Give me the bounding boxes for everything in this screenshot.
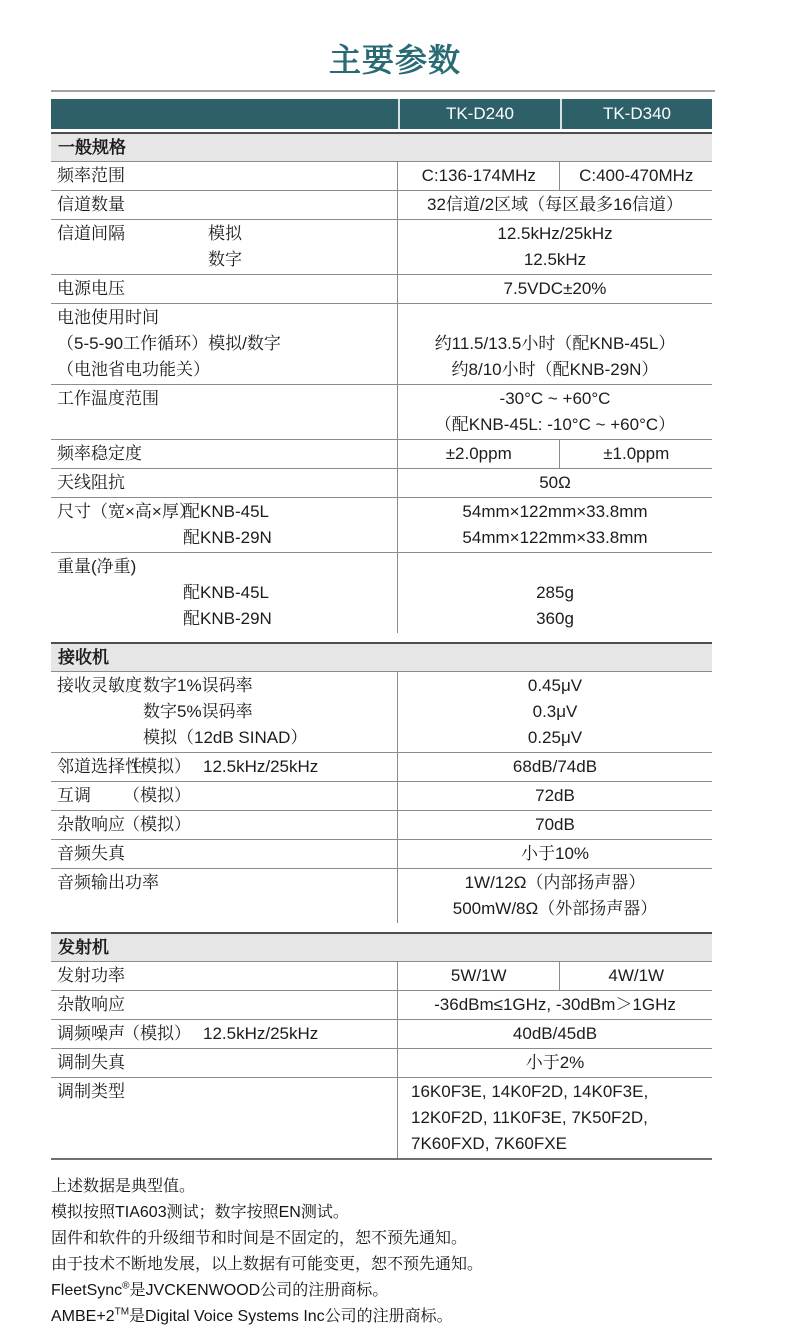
label-segment: 12.5kHz/25kHz — [203, 757, 319, 776]
value-line: 约8/10小时（配KNB-29N） — [451, 360, 659, 379]
label-line — [51, 331, 397, 357]
footnote-text: 模拟按照TIA603测试；数字按照EN测试。 — [51, 1204, 349, 1221]
row-value-cell — [398, 1078, 712, 1158]
label-line — [51, 963, 397, 989]
section-header: 发射机 — [51, 932, 712, 962]
value-line — [398, 305, 712, 331]
spec-row — [51, 811, 712, 840]
row-value-cell — [398, 672, 712, 752]
footnote-text: 是JVCKENWOOD公司的注册商标。 — [129, 1282, 389, 1299]
value-line: -30°C ~ +60°C — [499, 389, 611, 408]
table-header-spacer — [51, 99, 398, 129]
label-segment: 模拟 — [208, 224, 242, 243]
label-segment: 电源电压 — [57, 279, 125, 298]
value-line: 小于2% — [525, 1053, 585, 1072]
footnote-text: 由于技术不断地发展，以上数据有可能变更，恕不预先通知。 — [51, 1256, 484, 1273]
section-block — [51, 932, 712, 1160]
value-line: 0.3μV — [532, 702, 578, 721]
footnote-line — [51, 1200, 790, 1226]
label-segment: （模拟） — [123, 786, 191, 805]
label-segment: 配KNB-29N — [183, 528, 272, 547]
label-segment: （模拟） — [123, 757, 191, 776]
value-line: 54mm×122mm×33.8mm — [462, 502, 648, 521]
label-line — [51, 499, 397, 525]
label-segment: 重量(净重) — [57, 557, 137, 576]
spec-row — [51, 220, 712, 275]
row-value-cell — [398, 220, 712, 274]
label-line — [51, 554, 397, 580]
label-line — [51, 276, 397, 302]
section-block — [51, 132, 712, 633]
label-line — [51, 841, 397, 867]
value-line: 约11.5/13.5小时（配KNB-45L） — [434, 334, 676, 353]
trademark-superscript: TM — [114, 1306, 130, 1318]
footnotes — [51, 1174, 790, 1330]
label-line — [51, 870, 397, 896]
spec-row — [51, 782, 712, 811]
value-line: 7K60FXD, 7K60FXE — [411, 1134, 567, 1153]
value-cell-tk-d340: 4W/1W — [608, 966, 665, 985]
footnote-text: FleetSync — [51, 1282, 123, 1299]
value-line: 54mm×122mm×33.8mm — [462, 528, 648, 547]
row-label-cell — [51, 962, 398, 990]
value-line: 12.5kHz — [523, 250, 587, 269]
label-segment: 模拟（12dB SINAD） — [143, 728, 308, 747]
label-segment: 接收灵敏度 — [57, 676, 142, 695]
label-segment: 工作温度范围 — [57, 389, 159, 408]
title-divider — [51, 90, 715, 92]
table-header — [51, 99, 712, 129]
value-line: 0.45μV — [527, 676, 583, 695]
footnote-text: 固件和软件的升级细节和时间是不固定的，恕不预先通知。 — [51, 1230, 468, 1247]
label-segment: 信道数量 — [57, 195, 125, 214]
spec-row — [51, 753, 712, 782]
row-label-cell — [51, 553, 398, 633]
label-segment: 频率范围 — [57, 166, 125, 185]
label-line — [51, 525, 397, 551]
row-value-cell — [398, 962, 712, 990]
value-line: 40dB/45dB — [512, 1024, 598, 1043]
label-line — [51, 812, 397, 838]
label-segment: 发射功率 — [57, 966, 125, 985]
row-value-cell — [398, 811, 712, 839]
row-value-cell — [398, 840, 712, 868]
spec-row — [51, 385, 712, 440]
value-line: 360g — [536, 609, 574, 628]
value-line: 32信道/2区域（每区最多16信道） — [427, 195, 683, 214]
label-line — [51, 1050, 397, 1076]
column-header-tk-d240: TK-D240 — [398, 99, 560, 129]
label-segment: 电池使用时间 — [57, 308, 159, 327]
value-line: 16K0F3E, 14K0F2D, 14K0F3E, — [411, 1082, 649, 1101]
label-segment: 数字1%误码率 — [143, 676, 253, 695]
row-value-cell — [398, 385, 712, 439]
label-line — [51, 1021, 397, 1047]
label-segment: 配KNB-29N — [183, 609, 272, 628]
label-line — [51, 221, 397, 247]
spec-row — [51, 962, 712, 991]
footnote-line — [51, 1226, 790, 1252]
label-segment: （模拟） — [123, 815, 191, 834]
value-line: 500mW/8Ω（外部扬声器） — [452, 899, 658, 918]
row-label-cell — [51, 469, 398, 497]
label-segment: 数字 — [208, 250, 242, 269]
value-line: 70dB — [535, 815, 575, 834]
spec-row — [51, 1078, 712, 1160]
label-segment: 杂散响应 — [57, 995, 125, 1014]
label-segment: 调制失真 — [57, 1053, 125, 1072]
spec-row — [51, 440, 712, 469]
label-line — [51, 754, 397, 780]
label-line — [51, 470, 397, 496]
footnote-text: 上述数据是典型值。 — [51, 1178, 196, 1195]
label-line — [51, 725, 397, 751]
label-segment: 互调 — [57, 786, 91, 805]
row-label-cell — [51, 440, 398, 468]
label-segment: 数字5%误码率 — [143, 702, 253, 721]
value-cell-tk-d340: ±1.0ppm — [603, 444, 670, 463]
row-value-cell — [398, 991, 712, 1019]
row-label-cell — [51, 869, 398, 923]
row-label-cell — [51, 385, 398, 439]
spec-row — [51, 275, 712, 304]
value-line: 285g — [536, 583, 574, 602]
row-label-cell — [51, 1020, 398, 1048]
row-value-cell — [398, 753, 712, 781]
value-cell-tk-d240: C:136-174MHz — [398, 162, 560, 190]
footnote-text: AMBE+2 — [51, 1308, 115, 1325]
row-value-cell — [398, 304, 712, 384]
label-segment: 信道间隔 — [57, 224, 125, 243]
value-line: -36dBm≤1GHz, -30dBm＞1GHz — [434, 995, 676, 1014]
spec-row — [51, 553, 712, 633]
spec-row — [51, 498, 712, 553]
row-value-cell — [398, 553, 712, 633]
spec-row — [51, 672, 712, 753]
footnote-line — [51, 1304, 790, 1330]
label-line — [51, 673, 397, 699]
label-line — [51, 606, 397, 632]
label-segment: 尺寸（宽×高×厚） — [57, 502, 196, 521]
label-line — [51, 386, 397, 412]
value-line: 12.5kHz/25kHz — [497, 224, 613, 243]
value-line: 12K0F2D, 11K0F3E, 7K50F2D, — [411, 1108, 648, 1127]
label-line — [51, 580, 397, 606]
label-line — [51, 441, 397, 467]
row-label-cell — [51, 672, 398, 752]
spec-row — [51, 1020, 712, 1049]
label-line — [51, 305, 397, 331]
row-value-cell — [398, 191, 712, 219]
row-label-cell — [51, 162, 398, 190]
footnote-line — [51, 1252, 790, 1278]
row-label-cell — [51, 275, 398, 303]
value-cell-tk-d240: 5W/1W — [398, 962, 560, 990]
footnote-text: 是Digital Voice Systems Inc公司的注册商标。 — [129, 1308, 453, 1325]
spec-row — [51, 469, 712, 498]
label-segment: （5-5-90工作循环）模拟/数字 — [57, 334, 281, 353]
label-segment: （模拟） — [123, 1024, 191, 1043]
spec-row — [51, 1049, 712, 1078]
label-line — [51, 992, 397, 1018]
footnote-line — [51, 1174, 790, 1200]
page-title: 主要参数 — [328, 42, 461, 78]
row-value-cell — [398, 869, 712, 923]
label-segment: 频率稳定度 — [57, 444, 142, 463]
label-segment: 配KNB-45L — [183, 502, 269, 521]
label-segment: 配KNB-45L — [183, 583, 269, 602]
row-label-cell — [51, 1078, 398, 1158]
spec-row — [51, 162, 712, 191]
footnote-line — [51, 1278, 790, 1304]
label-line — [51, 699, 397, 725]
value-line: 小于10% — [520, 844, 590, 863]
label-line — [51, 247, 397, 273]
section-header: 接收机 — [51, 642, 712, 672]
label-line — [51, 357, 397, 383]
row-value-cell — [398, 498, 712, 552]
label-line — [51, 163, 397, 189]
value-line: 72dB — [535, 786, 575, 805]
label-line — [51, 192, 397, 218]
section-header: 一般规格 — [51, 132, 712, 162]
row-label-cell — [51, 191, 398, 219]
label-segment: 12.5kHz/25kHz — [203, 1024, 319, 1043]
value-line: 68dB/74dB — [512, 757, 598, 776]
spec-table — [0, 99, 790, 1160]
label-segment: 天线阻抗 — [57, 473, 125, 492]
row-value-cell — [398, 1020, 712, 1048]
row-label-cell — [51, 840, 398, 868]
label-segment: 音频输出功率 — [57, 873, 159, 892]
row-label-cell — [51, 220, 398, 274]
label-line — [51, 783, 397, 809]
section-block — [51, 642, 712, 923]
row-label-cell — [51, 782, 398, 810]
value-line: 7.5VDC±20% — [503, 279, 607, 298]
row-value-cell — [398, 782, 712, 810]
value-line: 0.25μV — [527, 728, 583, 747]
row-label-cell — [51, 753, 398, 781]
spec-row — [51, 191, 712, 220]
value-line — [398, 554, 712, 580]
label-segment: 杂散响应 — [57, 815, 125, 834]
label-segment: 音频失真 — [57, 844, 125, 863]
row-value-cell — [398, 1049, 712, 1077]
row-label-cell — [51, 811, 398, 839]
value-line: 1W/12Ω（内部扬声器） — [464, 873, 646, 892]
label-segment: 邻道选择性 — [57, 757, 142, 776]
row-value-cell — [398, 275, 712, 303]
column-header-tk-d340: TK-D340 — [560, 99, 712, 129]
row-value-cell — [398, 162, 712, 190]
spec-row — [51, 304, 712, 385]
row-value-cell — [398, 440, 712, 468]
label-segment: （电池省电功能关） — [57, 360, 210, 379]
table-body — [51, 132, 712, 1160]
label-segment: 调制类型 — [57, 1082, 125, 1101]
value-line: （配KNB-45L: -10°C ~ +60°C） — [434, 415, 676, 434]
spec-row — [51, 991, 712, 1020]
spec-row — [51, 869, 712, 923]
row-label-cell — [51, 304, 398, 384]
row-label-cell — [51, 991, 398, 1019]
trademark-superscript: ® — [122, 1280, 130, 1292]
value-cell-tk-d240: ±2.0ppm — [398, 440, 560, 468]
spec-row — [51, 840, 712, 869]
label-segment: 调频噪声 — [57, 1024, 125, 1043]
label-line — [51, 1079, 397, 1105]
value-cell-tk-d340: C:400-470MHz — [579, 166, 694, 185]
value-line: 50Ω — [539, 473, 571, 492]
row-value-cell — [398, 469, 712, 497]
row-label-cell — [51, 1049, 398, 1077]
row-label-cell — [51, 498, 398, 552]
